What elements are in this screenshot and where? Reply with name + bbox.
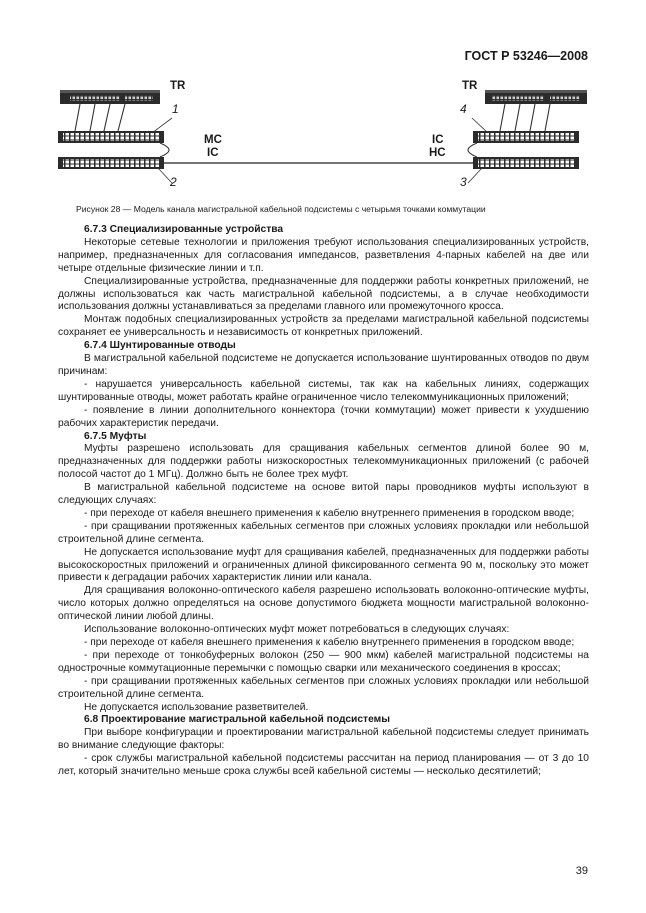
paragraph: В магистральной кабельной подсистеме на основе витой пары проводников муфты используют в следующих случаях: — [58, 482, 589, 507]
paragraph: - при сращивании протяженных кабельных сегментов при сложных условиях прокладки или небольшой строительной длине сегмента. — [58, 675, 589, 700]
paragraph: Для сращивания волоконно-оптического кабеля разрешено использовать волоконно-оптические муфты, число которых должно определяться на основе допустимого бюджета мощности магистральной волоконно-оптической линии любой длины. — [58, 585, 589, 623]
paragraph: - появление в линии дополнительного коннектора (точки коммутации) может привести к ухудшению рабочих характеристик передачи. — [58, 404, 589, 429]
figure-caption: Рисунок 28 — Модель канала магистральной кабельной подсистемы с четырьмя точками коммутации — [76, 204, 486, 214]
paragraph: Муфты разрешено использовать для сращивания кабельных сегментов длиной более 90 м, предназначенных для поддержки работы низкоскоростных телекоммуникационных приложений (с рабочей полосой частот до 1 МГц). Должно быть не более трех муфт. — [58, 443, 589, 481]
label-hc: HC — [429, 147, 446, 159]
label-ic-left: IC — [207, 147, 219, 159]
patch-cords-right — [468, 104, 550, 157]
paragraph: В магистральной кабельной подсистеме не допускается использование шунтированных отводов по двум причинам: — [58, 353, 589, 377]
patch-panel-right-2 — [473, 157, 579, 169]
patch-panel-left-2 — [58, 157, 164, 169]
page-number: 39 — [575, 865, 588, 877]
paragraph: - при переходе от кабеля внешнего применения к кабелю внутреннего применения в городском вводе; — [84, 507, 575, 519]
paragraph: Не допускается использование муфт для сращивания кабелей, предназначенных для поддержки работы высокоскоростных приложений и ограниченных длиной фиксированного сегмента 90 м, поскольку это может привести к деградации рабочих характеристик линии или канала. — [58, 546, 589, 584]
paragraph: Монтаж подобных специализированных устройств за пределами магистральной кабельной подсистемы сохраняет ее универсальность и независимость от конкретных приложений. — [58, 314, 589, 339]
patch-panel-left-1 — [58, 131, 164, 143]
label-tr-right: TR — [462, 80, 478, 92]
document-body — [58, 224, 589, 779]
label-mc: MC — [204, 134, 222, 146]
point-1-label: 1 — [172, 102, 179, 116]
label-tr-left: TR — [170, 80, 186, 92]
paragraph: - срок службы магистральной кабельной подсистемы рассчитан на период планирования — от 3 до 10 лет, который значительно меньше срока службы всей кабельной системы — несколько десятилетий; — [58, 753, 589, 778]
channel-diagram — [0, 0, 646, 200]
paragraph: - при переходе от кабеля внешнего применения к кабелю внутреннего применения в городском вводе; — [84, 637, 575, 648]
point-2-label: 2 — [170, 175, 177, 189]
document-id: ГОСТ Р 53246—2008 — [464, 49, 588, 63]
paragraph: - нарушается универсальность кабельной системы, так как на кабельных линиях, содержащих шунтированные отводы, может работать крайне ограниченное число телекоммуникационных приложений; — [58, 378, 589, 403]
paragraph: При выборе конфигурации и проектировании магистральной кабельной подсистемы следует принимать во внимание следующие факторы: — [58, 727, 589, 752]
point-3-label: 3 — [460, 175, 467, 189]
switch-right — [485, 90, 587, 104]
section-heading: 6.7.5 Муфты — [84, 430, 147, 442]
paragraph: Не допускается использование разветвителей. — [84, 701, 309, 713]
section-heading: 6.8 Проектирование магистральной кабельной подсистемы — [84, 714, 390, 726]
paragraph: Использование волоконно-оптических муфт может потребоваться в следующих случаях: — [84, 624, 510, 636]
paragraph: Специализированные устройства, предназначенные для поддержки работы конкретных приложений, не должны использоваться как часть магистральной кабельной подсистемы, а в случае необходимости использования должны устанавливаться за пределами главного или промежуточного кросса. — [58, 275, 589, 313]
paragraph: Некоторые сетевые технологии и приложения требуют использования специализированных устройств, например, предназначенных для согласования импедансов, разветвления 4-парных кабелей на две или четыре отдельные физические линии и т.п. — [58, 236, 589, 274]
switch-left — [60, 90, 160, 104]
paragraph: - при сращивании протяженных кабельных сегментов при сложных условиях прокладки или небольшой строительной длине сегмента. — [58, 520, 589, 545]
point-4-label: 4 — [460, 102, 467, 116]
section-heading: 6.7.4 Шунтированные отводы — [84, 340, 236, 352]
label-ic-right: IC — [432, 134, 444, 146]
patch-panel-right-1 — [473, 131, 579, 143]
paragraph: - при переходе от тонкобуферных волокон (250 — 900 мкм) кабелей магистральной подсистемы на однострочные коммутационные перемычки с помощью сварки или механического соединения в кроссах; — [58, 649, 589, 674]
section-heading: 6.7.3 Специализированные устройства — [84, 224, 284, 235]
